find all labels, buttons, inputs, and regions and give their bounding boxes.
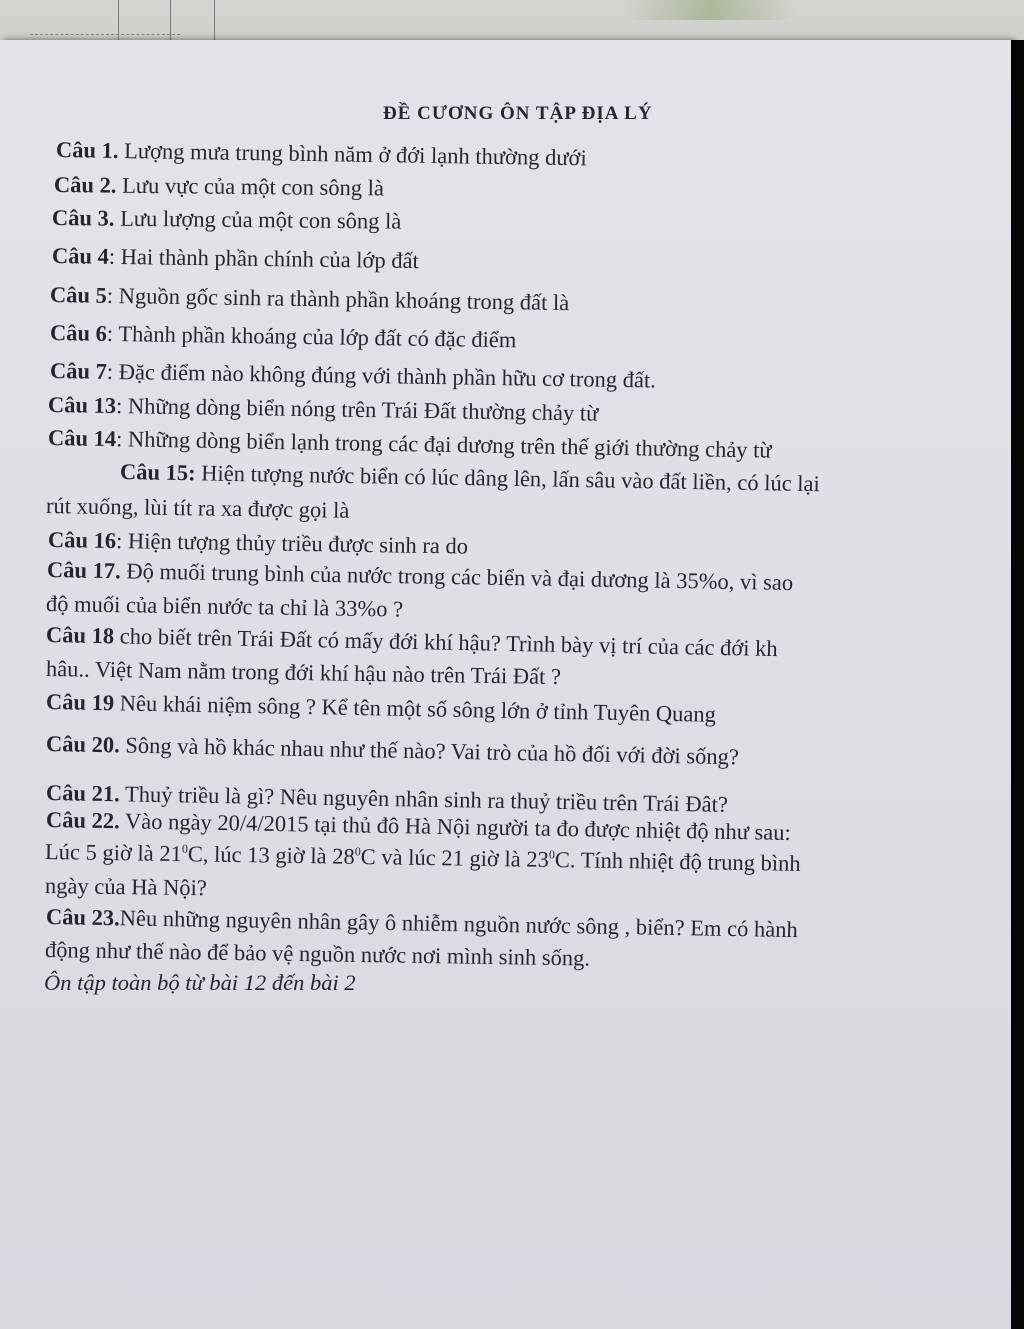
- question-label: Câu 1.: [55, 137, 119, 163]
- question-text: Lưu vực của một con sông là: [116, 172, 385, 201]
- degree-mark: 0: [354, 844, 361, 859]
- question-4: [52, 243, 419, 274]
- question-label: Câu 19: [45, 689, 115, 716]
- document-title: ĐỀ CƯƠNG ÔN TẬP ĐỊA LÝ: [383, 103, 653, 124]
- temperature-text: Lúc 5 giờ là 21: [44, 839, 183, 867]
- question-text: Lưu lượng của một con sông là: [114, 205, 402, 234]
- question-text: : Những dòng biển nóng trên Trái Đất thường chảy từ: [115, 393, 599, 426]
- dashed-line: [30, 34, 180, 35]
- question-label: Câu 15:: [119, 459, 196, 486]
- question-text: Nêu khái niệm sông ? Kể tên một số sông lớn ở tỉnh Tuyên Quang: [113, 690, 717, 727]
- question-label: Câu 6: [49, 320, 108, 346]
- question-17-continued: độ muối của biển nước ta chỉ là 33%o ?: [45, 591, 404, 622]
- question-label: Câu 21.: [45, 780, 120, 807]
- question-label: Câu 17.: [46, 557, 121, 584]
- question-text: Lượng mưa trung bình năm ở đới lạnh thường dưới: [118, 137, 587, 171]
- question-text: Vào ngày 20/4/2015 tại thủ đô Hà Nội người ta đo được nhiệt độ như sau:: [119, 808, 792, 845]
- dark-edge: [1011, 40, 1024, 1329]
- question-label: Câu 18: [45, 622, 115, 649]
- degree-mark: 0: [548, 847, 556, 862]
- vertical-rule: [170, 0, 171, 40]
- question-text: : Nguồn gốc sinh ra thành phần khoáng trong đất là: [106, 282, 570, 316]
- question-label: Câu 3.: [51, 205, 115, 231]
- question-text: cho biết trên Trái Đất có mấy đới khí hậu? Trình bày vị trí của các đới kh: [113, 623, 778, 662]
- review-note-text: Ôn tập toàn bộ từ bài 12 đến bài 2: [44, 970, 356, 995]
- vertical-rule: [118, 0, 119, 40]
- review-note: [44, 970, 356, 996]
- question-text: Độ muối trung bình của nước trong các biển và đại dương là 35%o, vì sao: [120, 558, 794, 596]
- temperature-text: C và lúc 21 giờ là 23: [360, 843, 550, 872]
- question-text: : Hiện tượng thủy triều được sinh ra do: [115, 528, 469, 559]
- question-text: Hiện tượng nước biển có lúc dâng lên, lấn sâu vào đất liền, có lúc lại: [195, 460, 821, 497]
- question-label: Câu 23.: [45, 904, 120, 931]
- question-18-continued: hâu.. Việt Nam nằm trong đới khí hậu nào trên Trái Đất ?: [45, 656, 562, 690]
- question-text: Sông và hồ khác nhau như thế nào? Vai trò của hồ đối với đời sống?: [119, 732, 740, 770]
- question-label: Câu 5: [49, 282, 108, 308]
- background-decoration: [620, 0, 800, 20]
- question-text: Thuỷ triều là gì? Nêu nguyên nhân sinh ra thuỷ triều trên Trái Đât?: [119, 781, 729, 817]
- question-label: Câu 20.: [45, 731, 121, 758]
- question-2: [54, 172, 384, 201]
- question-22-continued: ngày của Hà Nội?: [44, 873, 207, 901]
- question-text: : Những dòng biển lạnh trong các đại dương trên thế giới thường chảy từ: [115, 426, 772, 463]
- degree-mark: 0: [181, 841, 189, 856]
- temperature-text: C, lúc 13 giờ là 28: [187, 841, 355, 869]
- vertical-rule: [214, 0, 215, 40]
- question-15-continued: rút xuống, lùi tít ra xa được gọi là: [45, 493, 350, 523]
- question-label: Câu 22.: [45, 807, 120, 834]
- question-23-continued: động như thế nào để bảo vệ nguồn nước nơi mình sinh sống.: [44, 937, 591, 971]
- question-label: Câu 13: [47, 392, 117, 419]
- question-text: : Đặc điểm nào không đúng với thành phần hữu cơ trong đất.: [106, 358, 657, 393]
- question-label: Câu 4: [51, 243, 110, 269]
- question-text: : Thành phần khoáng của lớp đất có đặc điểm: [106, 320, 517, 353]
- question-text: Nêu những nguyên nhân gây ô nhiễm nguồn nước sông , biển? Em có hành: [119, 905, 798, 943]
- temperature-text: C. Tính nhiệt độ trung bình: [554, 847, 801, 876]
- question-label: Câu 2.: [53, 172, 117, 198]
- question-text: : Hai thành phần chính của lớp đất: [108, 243, 419, 274]
- question-3: [52, 205, 402, 235]
- question-label: Câu 14: [47, 425, 117, 452]
- question-label: Câu 7: [49, 358, 108, 384]
- question-label: Câu 16: [47, 527, 117, 554]
